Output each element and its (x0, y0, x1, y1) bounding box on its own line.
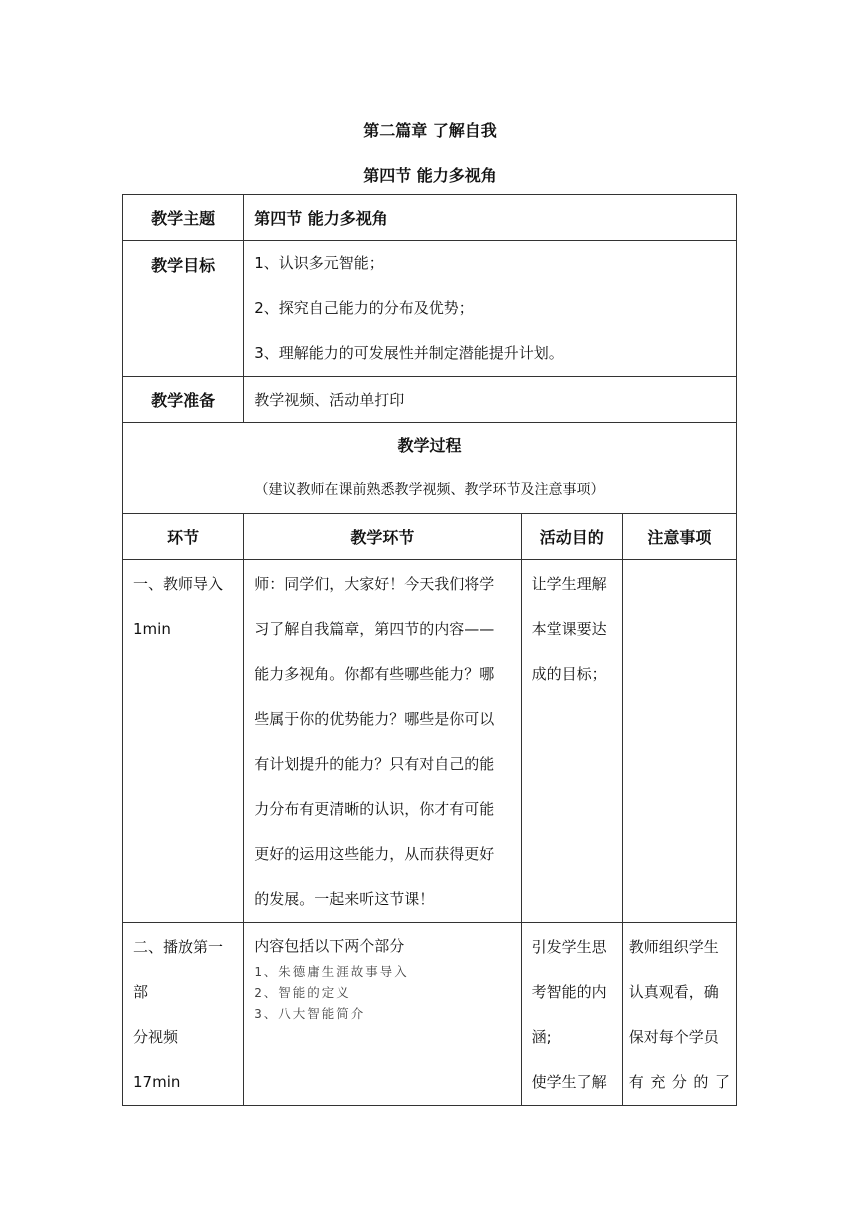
prep-value: 教学视频、活动单打印 (244, 377, 737, 423)
step2-name: 二、播放第一部 (133, 938, 224, 1001)
content-line: 习了解自我篇章，第四节的内容—— (254, 620, 495, 638)
col-header-purpose: 活动目的 (521, 514, 622, 560)
content-line: 师：同学们，大家好！今天我们将学 (254, 575, 495, 593)
step2-time: 17min (133, 1073, 181, 1091)
step2-list-item: 3、八大智能简介 (254, 1006, 366, 1021)
notes-line: 保对每个学员 (628, 1028, 719, 1046)
chapter-title: 第二篇章 了解自我 (363, 121, 497, 140)
goal-item: 2、探究自己能力的分布及优势； (254, 299, 474, 317)
prep-row (123, 377, 737, 423)
goal-label: 教学目标 (123, 241, 244, 377)
goal-item: 3、理解能力的可发展性并制定潜能提升计划。 (254, 344, 564, 362)
step2-list-item: 1、朱德庸生涯故事导入 (254, 964, 409, 979)
step1-content (244, 560, 521, 923)
lesson-plan-table (122, 194, 737, 1106)
step2-content (244, 923, 521, 1106)
goal-row (123, 241, 737, 377)
purpose-line: 使学生了解 (531, 1073, 607, 1091)
step2-name-cell (123, 923, 244, 1106)
notes-line: 认真观看，确 (628, 983, 719, 1001)
purpose-line: 引发学生思 (531, 938, 607, 956)
content-line: 的发展。一起来听这节课！ (254, 890, 435, 908)
content-line: 能力多视角。你都有些哪些能力？哪 (254, 665, 495, 683)
prep-label: 教学准备 (123, 377, 244, 423)
notes-line: 教师组织学生 (628, 938, 719, 956)
step1-notes (622, 560, 736, 923)
step1-time: 1min (133, 620, 171, 638)
section-title: 第四节 能力多视角 (363, 166, 497, 185)
purpose-line: 考智能的内 (531, 983, 607, 1001)
content-line: 力分布有更清晰的认识，你才有可能 (254, 800, 495, 818)
step2-row (123, 923, 737, 1106)
step1-name-cell (123, 560, 244, 923)
step2-name-cont: 分视频 (133, 1028, 179, 1046)
step2-purpose (521, 923, 622, 1106)
col-header-step: 环节 (123, 514, 244, 560)
purpose-line: 涵; (531, 1028, 552, 1046)
process-title: 教学过程 (397, 436, 462, 455)
goal-list (244, 241, 737, 377)
goal-item: 1、认识多元智能； (254, 254, 384, 272)
content-line: 有计划提升的能力？只有对自己的能 (254, 755, 495, 773)
step1-name: 一、教师导入 (133, 575, 224, 593)
col-header-notes: 注意事项 (622, 514, 736, 560)
content-line: 更好的运用这些能力，从而获得更好 (254, 845, 495, 863)
step2-list-item: 2、智能的定义 (254, 985, 351, 1000)
process-header (123, 423, 737, 514)
purpose-line: 成的目标； (531, 665, 607, 683)
purpose-line: 本堂课要达 (531, 620, 607, 638)
purpose-line: 让学生理解 (531, 575, 607, 593)
theme-value: 第四节 能力多视角 (244, 195, 737, 241)
step1-row (123, 560, 737, 923)
theme-label: 教学主题 (123, 195, 244, 241)
process-note: （建议教师在课前熟悉教学视频、教学环节及注意事项） (254, 482, 605, 498)
theme-row (123, 195, 737, 241)
step2-notes (622, 923, 736, 1106)
column-header-row (123, 514, 737, 560)
step2-content-intro: 内容包括以下两个部分 (254, 937, 405, 955)
content-line: 些属于你的优势能力？哪些是你可以 (254, 710, 495, 728)
step1-purpose (521, 560, 622, 923)
col-header-content: 教学环节 (244, 514, 521, 560)
process-header-row (123, 423, 737, 514)
notes-line: 有充分的了 (628, 1073, 730, 1091)
